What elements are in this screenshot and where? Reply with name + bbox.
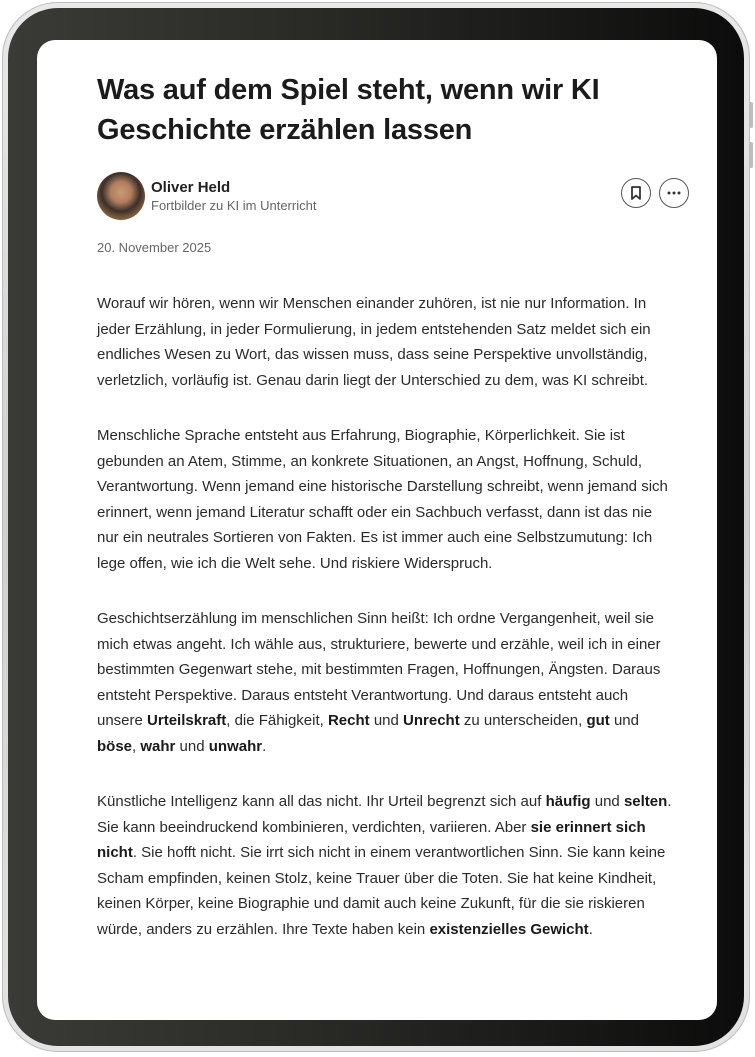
bold-text: Unrecht	[403, 712, 460, 729]
author-avatar[interactable]	[97, 172, 145, 220]
publish-date: 20. November 2025	[97, 240, 212, 255]
more-horizontal-icon	[667, 191, 681, 195]
save-button[interactable]	[621, 178, 651, 208]
text-segment: und	[609, 712, 639, 729]
more-options-button[interactable]	[659, 178, 689, 208]
text-segment: , die Fähigkeit,	[226, 712, 328, 729]
bookmark-icon	[630, 186, 642, 200]
text-segment: und	[175, 737, 209, 755]
side-button	[749, 102, 753, 128]
author-info	[151, 178, 316, 215]
article-actions	[621, 178, 689, 208]
text-segment: . Sie hofft nicht. Sie irrt sich nicht in einem verantwortlichen Sinn. Sie kann keine Scham empfinden, keinen Stolz, keine Trauer über die Toten. Sie hat keine Kindheit, keinen Körper, keine Biographie und damit auch keine Zukunft, für die sie riskieren würde, anders zu erzählen. Ihre Texte haben kein	[97, 844, 666, 938]
article-body	[97, 291, 672, 942]
bold-text: unwahr	[208, 737, 263, 755]
text-segment: . Sie kann beeindruckend kombinieren, verdichten, variieren. Aber	[97, 793, 672, 836]
article-paragraph	[97, 789, 672, 942]
author-subtitle: Fortbilder zu KI im Unterricht	[151, 197, 317, 213]
article-paragraph	[97, 606, 672, 759]
bold-text: selten	[623, 793, 668, 810]
text-segment: und	[369, 712, 404, 729]
author-name[interactable]: Oliver Held	[151, 178, 231, 196]
text-segment: Menschliche Sprache entsteht aus Erfahrung, Biographie, Körperlichkeit. Sie ist gebunden an Atem, Stimme, an konkrete Situationen, an Angst, Hoffnung, Schuld, Verantwortung. Wenn jemand eine historische Darstellung schreibt, wenn jemand sich erinnert, wenn jemand Literatur schafft oder ein Sachbuch verfasst, dann ist das nie nur ein neutrales Sortieren von Fakten. Es ist immer auch eine Selbstzumutung: Ich lege offen, wie ich die Welt sehe. Und riskiere Widerspruch.	[97, 427, 668, 572]
text-segment: und	[590, 793, 624, 810]
text-segment: .	[588, 920, 593, 938]
text-segment: .	[262, 737, 267, 755]
bold-text: Recht	[327, 712, 370, 729]
bold-text: sie erinnert sich nicht	[97, 818, 646, 861]
article-title: Was auf dem Spiel steht, wenn wir KI Geschichte erzählen lassen	[97, 74, 600, 146]
bold-text: böse	[97, 737, 133, 755]
author-row	[97, 170, 672, 222]
side-button	[749, 142, 753, 168]
bold-text: Urteilskraft	[147, 712, 227, 729]
article-paragraph	[97, 291, 672, 393]
bold-text: häufig	[545, 793, 591, 810]
screen	[37, 40, 717, 1020]
bold-text: wahr	[140, 737, 176, 755]
tablet-frame	[2, 2, 750, 1052]
text-segment: Geschichtserzählung im menschlichen Sinn heißt: Ich ordne Vergangenheit, weil sie mich etwas angeht. Ich wähle aus, strukturiere, bewerte und erzähle, weil ich in einer bestimmten Gegenwart stehe, mit bestimmten Fragen, Hoffnungen, Ängsten. Daraus entsteht Perspektive. Daraus entsteht Verantwortung. Und daraus entsteht auch unsere	[97, 610, 661, 729]
text-segment: Künstliche Intelligenz kann all das nicht. Ihr Urteil begrenzt sich auf	[97, 793, 546, 810]
text-segment: Worauf wir hören, wenn wir Menschen einander zuhören, ist nie nur Information. In jeder Erzählung, in jeder Formulierung, in jedem entstehenden Satz meldet sich ein endliches Wesen zu Wort, das wissen muss, dass seine Perspektive unvollständig, verletzlich, vorläufig ist. Genau darin liegt der Unterschied zu dem, was KI schreibt.	[97, 295, 651, 389]
article	[97, 40, 672, 957]
text-segment: ,	[132, 737, 141, 755]
article-paragraph	[97, 423, 672, 576]
bold-text: gut	[586, 712, 610, 729]
text-segment: zu unterscheiden,	[459, 712, 587, 729]
bold-text: existenzielles Gewicht	[429, 920, 589, 938]
